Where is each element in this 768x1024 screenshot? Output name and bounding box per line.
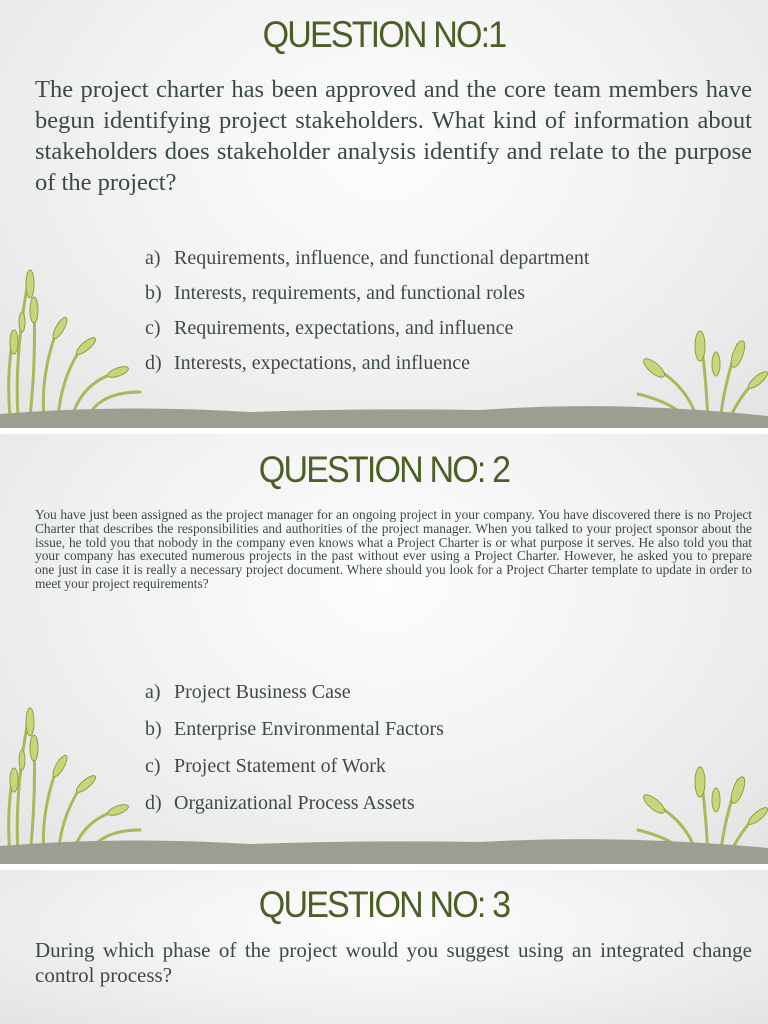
question-1-options: [145, 241, 589, 381]
ground-strip: [0, 834, 768, 864]
grass-icon: [0, 262, 170, 422]
question-1-text: The project charter has been approved and the core team members have begun identifying project stakeholders. What kind of information about stakeholders does stakeholder analysis identify and relate to the purpose of the project?: [35, 76, 752, 196]
slide-question-2: [0, 434, 768, 864]
option-d[interactable]: d) Interests, expectations, and influence: [145, 352, 470, 374]
option-a[interactable]: a) Requirements, influence, and functional department: [145, 247, 590, 269]
option-b[interactable]: b) Enterprise Environmental Factors: [145, 718, 444, 740]
option-d[interactable]: d) Organizational Process Assets: [145, 792, 415, 814]
option-c[interactable]: c) Project Statement of Work: [145, 755, 386, 777]
option-c[interactable]: c) Requirements, expectations, and influence: [145, 317, 514, 339]
question-2-title: QUESTION NO: 2: [258, 449, 510, 490]
question-2-text: You have just been assigned as the project manager for an ongoing project in your company. You have discovered there is no Project Charter that describes the responsibilities and authorities of the project manager. When you talked to your project sponsor about the issue, he told you that nobody in the company even knows what a Project Charter is or what purpose it serves. He also told you that your company has executed numerous projects in the past without ever using a Project Charter. However, he asked you to prepare one just in case it is really a necessary project document. Where should you look for a Project Charter template to update in order to meet your project requirements?: [35, 507, 752, 591]
question-3-title: QUESTION NO: 3: [258, 884, 510, 925]
question-2-options: [145, 674, 444, 822]
question-1-title: QUESTION NO:1: [262, 14, 506, 55]
slide-question-1: [0, 0, 768, 434]
option-b[interactable]: b) Interests, requirements, and functional roles: [145, 282, 525, 304]
question-3-text: During which phase of the project would you suggest using an integrated change control process?: [35, 938, 752, 987]
slide-question-3: [0, 870, 768, 1024]
option-a[interactable]: a) Project Business Case: [145, 681, 351, 703]
